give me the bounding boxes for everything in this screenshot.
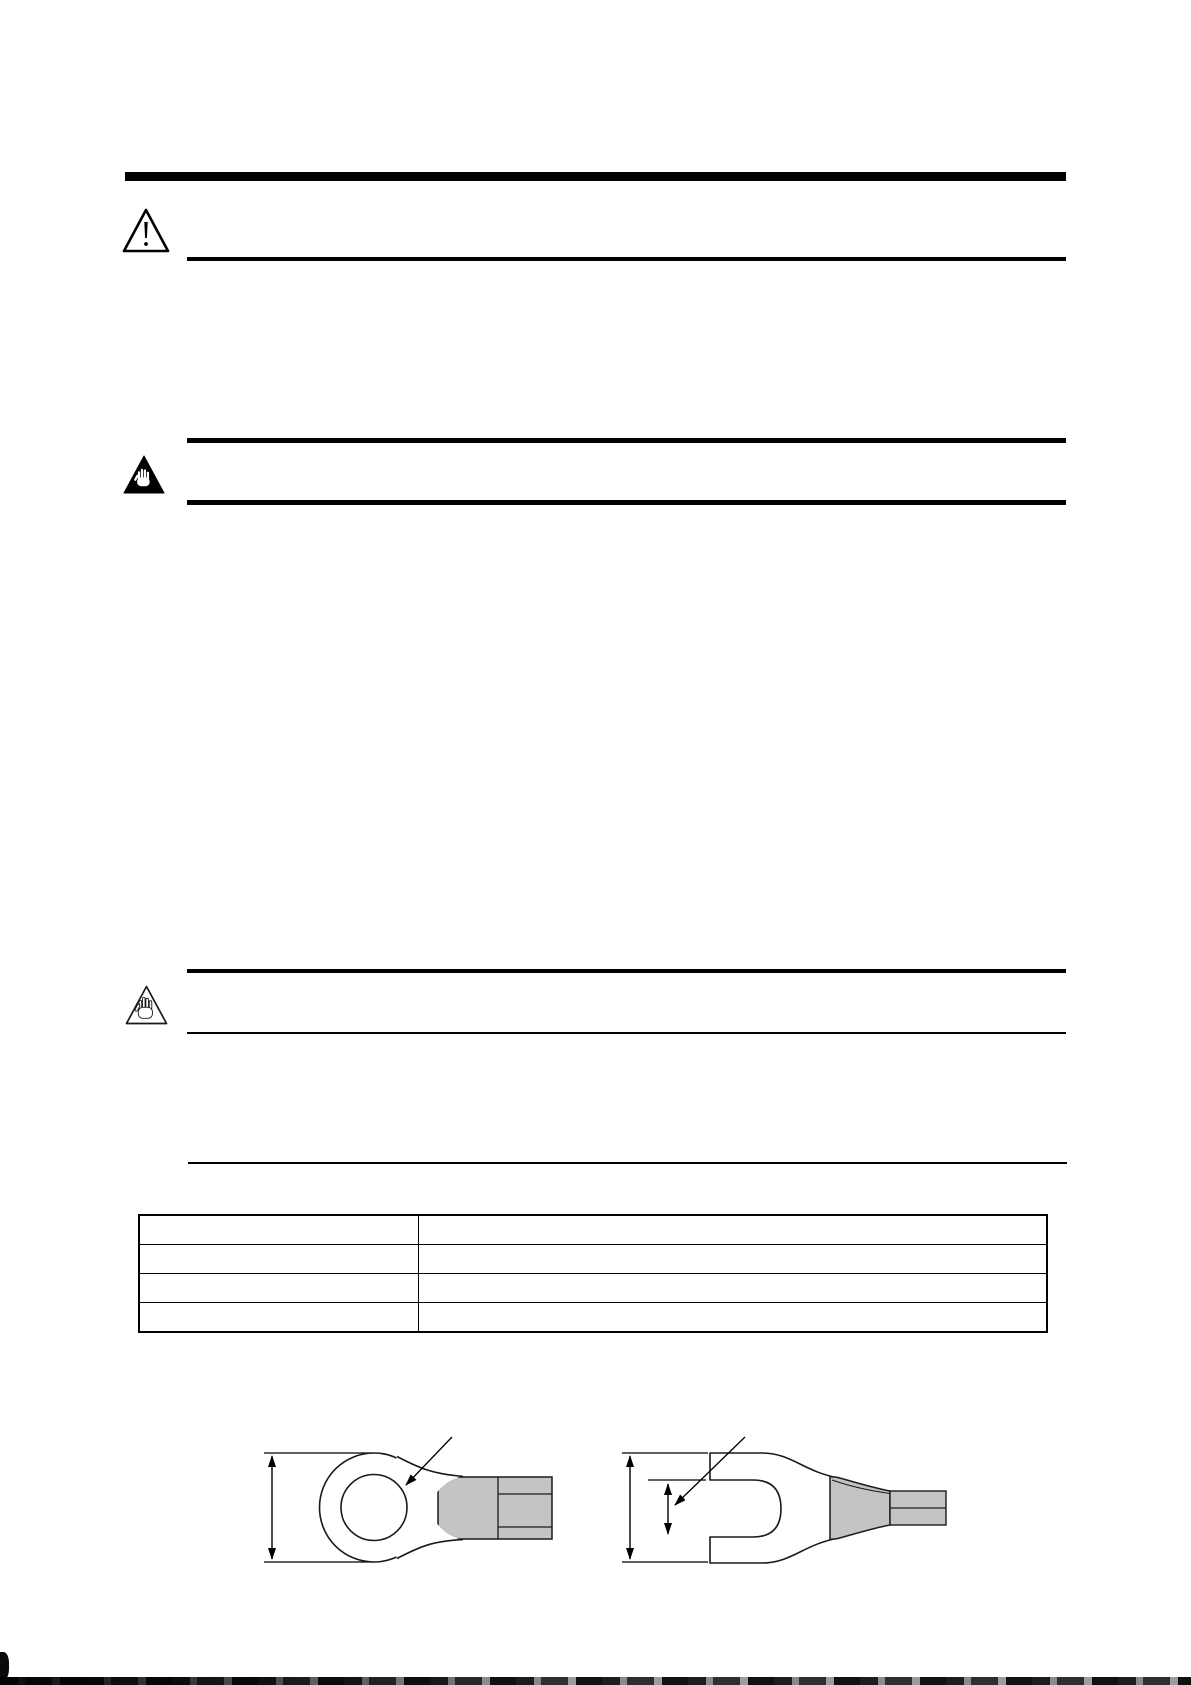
section-divider-rule xyxy=(187,257,1066,261)
scan-artifact-strip xyxy=(0,1677,1191,1685)
table-cell xyxy=(419,1215,1048,1245)
warning-triangle-exclamation-icon xyxy=(121,207,171,255)
table-cell xyxy=(139,1245,419,1274)
table-cell xyxy=(419,1303,1048,1333)
table-cell xyxy=(419,1274,1048,1303)
fork-terminal-diagram xyxy=(622,1437,946,1563)
table-cell xyxy=(139,1303,419,1333)
section-divider-rule-thin xyxy=(188,1162,1067,1164)
scan-artifact-blob xyxy=(0,1652,9,1680)
section-divider-rule xyxy=(187,969,1066,973)
hand-in-outline-triangle-icon xyxy=(124,984,169,1029)
header-rule-bar xyxy=(125,172,1066,181)
hand-in-filled-triangle-icon xyxy=(122,454,166,496)
table-row xyxy=(139,1215,1047,1245)
spec-table xyxy=(138,1214,1048,1333)
table-cell xyxy=(419,1245,1048,1274)
table-row xyxy=(139,1274,1047,1303)
section-divider-rule-thin xyxy=(187,1032,1066,1034)
section-divider-rule xyxy=(187,438,1066,443)
table-cell xyxy=(139,1274,419,1303)
ring-terminal-diagram xyxy=(264,1437,552,1562)
table-row xyxy=(139,1245,1047,1274)
section-divider-rule xyxy=(187,500,1066,505)
table-row xyxy=(139,1303,1047,1333)
table-cell xyxy=(139,1215,419,1245)
crimp-terminal-diagrams xyxy=(230,1420,960,1580)
